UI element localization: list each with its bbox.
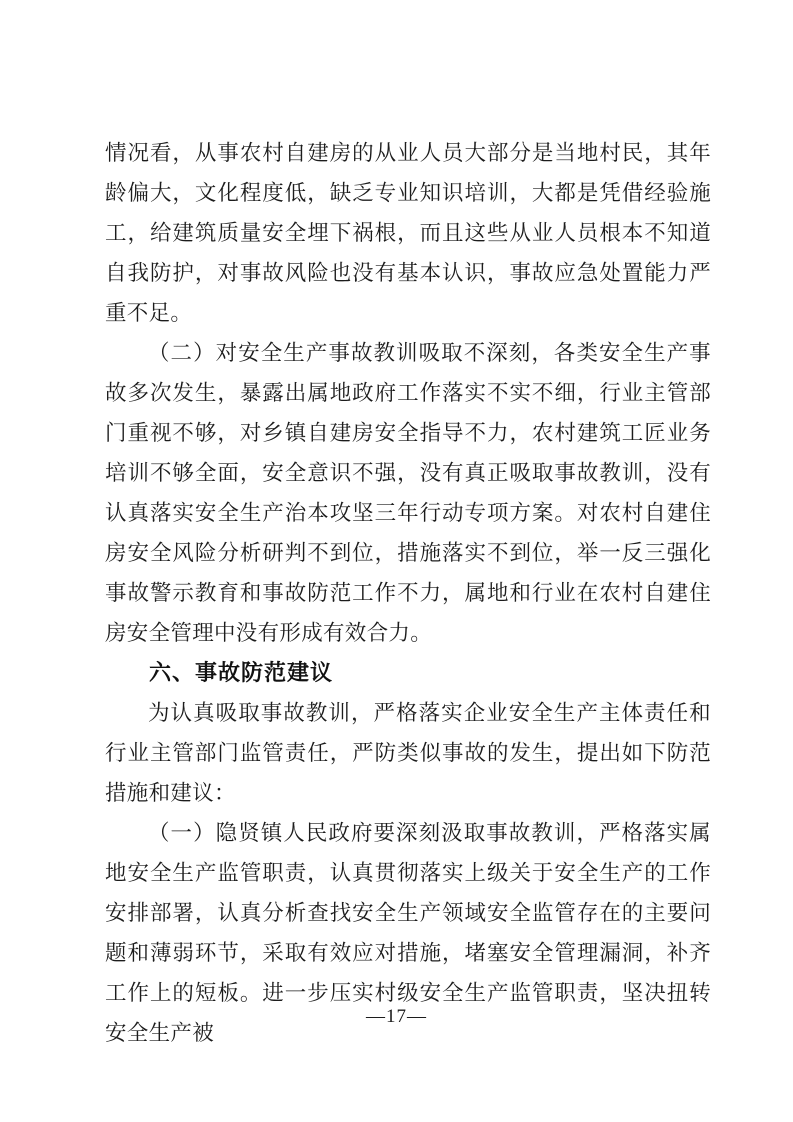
paragraph-item-two: （二）对安全生产事故教训吸取不深刻，各类安全生产事故多次发生，暴露出属地政府工作落实不实不细，行业主管部门重视不够，对乡镇自建房安全指导不力，农村建筑工匠业务培训不够全面，安全意识不强，没有真正吸取事故教训，没有认真落实安全生产治本攻坚三年行动专项方案。对农村自建住房安全风险分析研判不到位，措施落实不到位，举一反三强化事故警示教育和事故防范工作不力，属地和行业在农村自建住房安全管理中没有形成有效合力。 (105, 341, 711, 645)
page-number: —17— (366, 1006, 427, 1027)
document-text-block (105, 133, 711, 1053)
paragraph-continuation: 情况看，从事农村自建房的从业人员大部分是当地村民，其年龄偏大，文化程度低，缺乏专业知识培训，大都是凭借经验施工，给建筑质量安全埋下祸根，而且这些从业人员根本不知道自我防护，对事故风险也没有基本认识，事故应急处置能力严重不足。 (105, 141, 711, 325)
paragraph-item-one: （一）隐贤镇人民政府要深刻汲取事故教训，严格落实属地安全生产监管职责，认真贯彻落实上级关于安全生产的工作安排部署，认真分析查找安全生产领域安全监管存在的主要问题和薄弱环节，采取有效应对措施，堵塞安全管理漏洞，补齐工作上的短板。进一步压实村级安全生产监管职责，坚决扭转安全生产被 (105, 821, 711, 1045)
paragraph-intro: 为认真吸取事故教训，严格落实企业安全生产主体责任和行业主管部门监管责任，严防类似事故的发生，提出如下防范措施和建议： (105, 701, 711, 805)
section-heading: 六、事故防范建议 (149, 660, 334, 685)
